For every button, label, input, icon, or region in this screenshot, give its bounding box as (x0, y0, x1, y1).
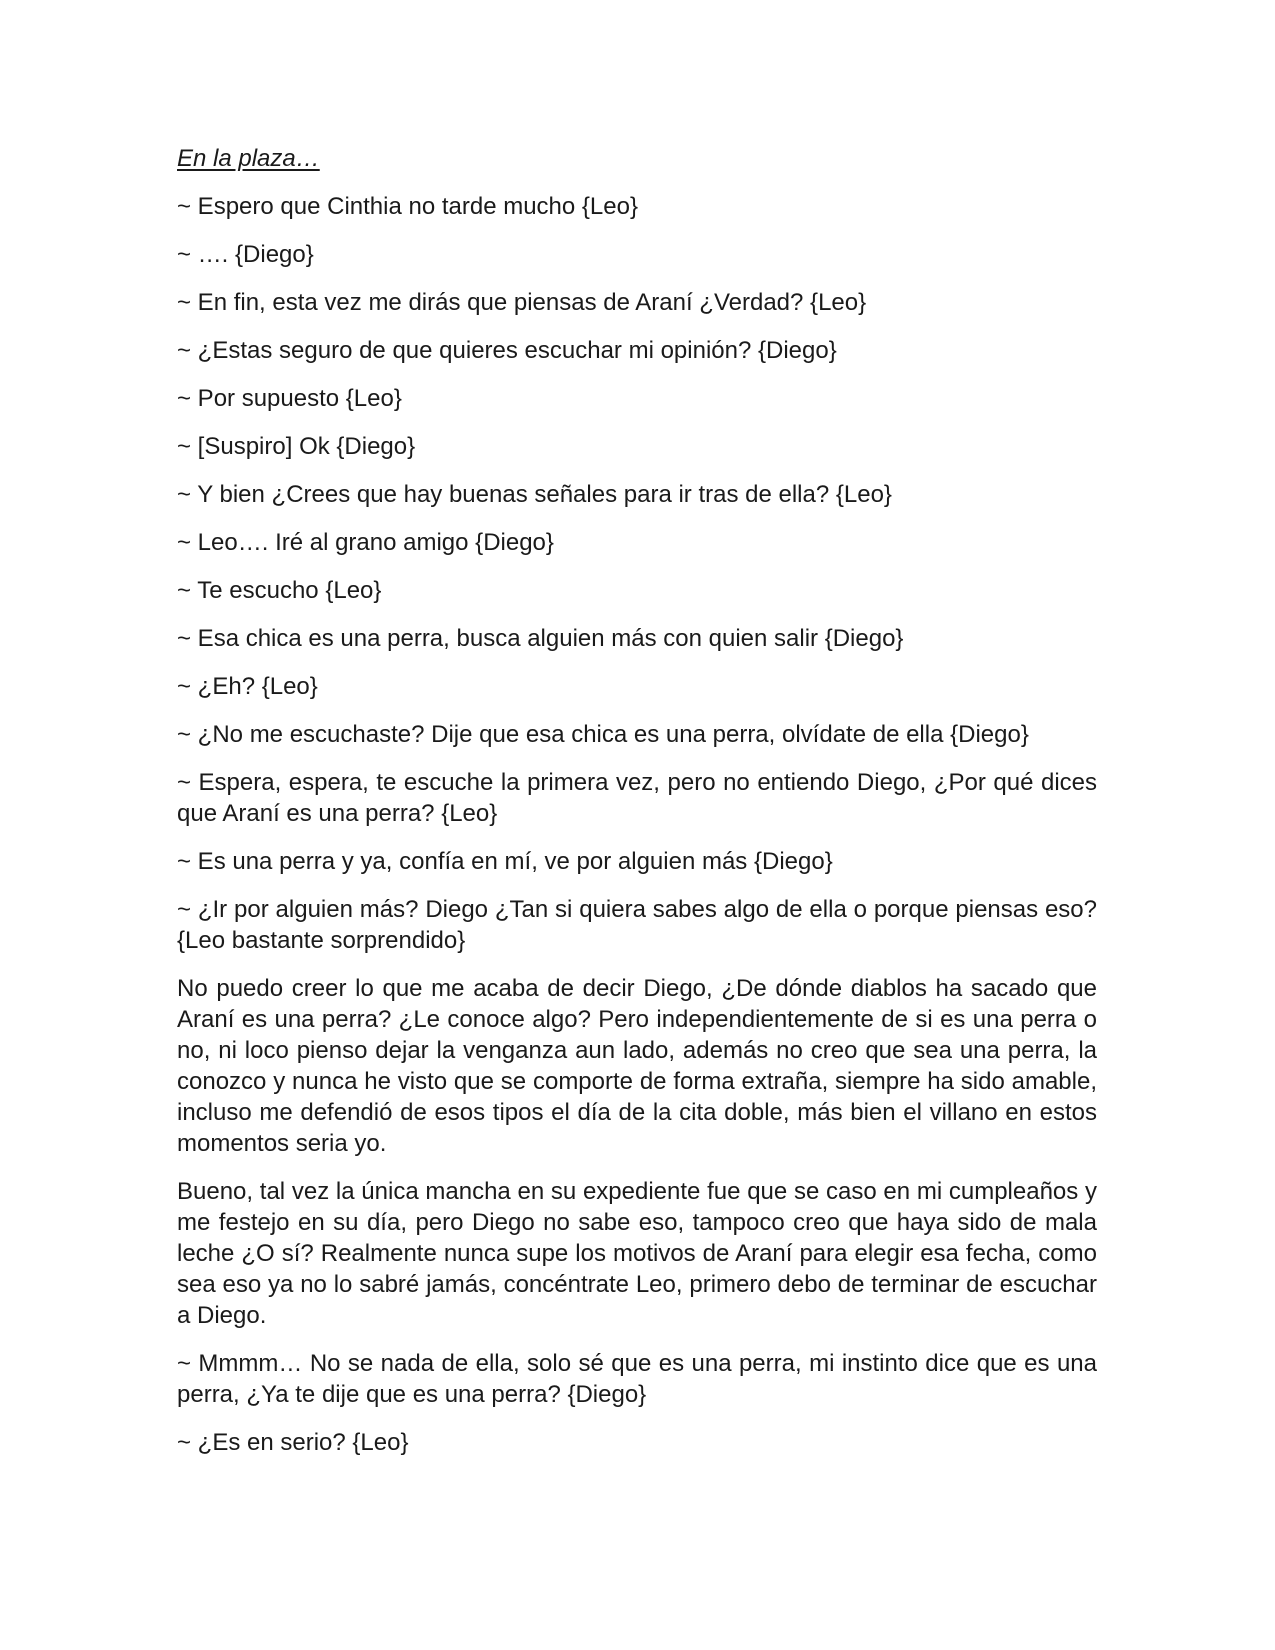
dialogue-line: ~ Espera, espera, te escuche la primera vez, pero no entiendo Diego, ¿Por qué dices que Araní es una perra? {Leo} (177, 769, 1097, 827)
dialogue-line: ~ Y bien ¿Crees que hay buenas señales para ir tras de ella? {Leo} (177, 481, 892, 508)
document-body (177, 143, 1097, 1475)
dialogue-line: ~ Mmmm… No se nada de ella, solo sé que es una perra, mi instinto dice que es una perra, ¿Ya te dije que es una perra? {Diego} (177, 1350, 1097, 1408)
narration-paragraph: Bueno, tal vez la única mancha en su expediente fue que se caso en mi cumpleaños y me festejo en su día, pero Diego no sabe eso, tampoco creo que haya sido de mala leche ¿O sí? Realmente nunca supe los motivos de Araní para elegir esa fecha, como sea eso ya no lo sabré jamás, concéntrate Leo, primero debo de terminar de escuchar a Diego. (177, 1178, 1097, 1329)
dialogue-line: ~ Por supuesto {Leo} (177, 385, 402, 412)
dialogue-line: ~ Te escucho {Leo} (177, 577, 382, 604)
dialogue-line: ~ Leo…. Iré al grano amigo {Diego} (177, 529, 554, 556)
dialogue-line: ~ En fin, esta vez me dirás que piensas de Araní ¿Verdad? {Leo} (177, 289, 867, 316)
dialogue-line: ~ ¿Estas seguro de que quieres escuchar mi opinión? {Diego} (177, 337, 837, 364)
dialogue-line: ~ ¿No me escuchaste? Dije que esa chica es una perra, olvídate de ella {Diego} (177, 721, 1029, 748)
dialogue-line: ~ Es una perra y ya, confía en mí, ve por alguien más {Diego} (177, 848, 833, 875)
dialogue-line: ~ Esa chica es una perra, busca alguien más con quien salir {Diego} (177, 625, 904, 652)
dialogue-line: ~ ¿Ir por alguien más? Diego ¿Tan si quiera sabes algo de ella o porque piensas eso? {Leo bastante sorprendido} (177, 896, 1097, 954)
dialogue-line: ~ ¿Es en serio? {Leo} (177, 1429, 409, 1456)
dialogue-line: ~ …. {Diego} (177, 241, 314, 268)
dialogue-line: ~ [Suspiro] Ok {Diego} (177, 433, 416, 460)
dialogue-line: ~ ¿Eh? {Leo} (177, 673, 318, 700)
dialogue-line: ~ Espero que Cinthia no tarde mucho {Leo} (177, 193, 638, 220)
scene-heading: En la plaza… (177, 145, 320, 172)
narration-paragraph: No puedo creer lo que me acaba de decir Diego, ¿De dónde diablos ha sacado que Araní es una perra? ¿Le conoce algo? Pero independientemente de si es una perra o no, ni loco pienso dejar la venganza aun lado, además no creo que sea una perra, la conozco y nunca he visto que se comporte de forma extraña, siempre ha sido amable, incluso me defendió de esos tipos el día de la cita doble, más bien el villano en estos momentos seria yo. (177, 975, 1097, 1157)
